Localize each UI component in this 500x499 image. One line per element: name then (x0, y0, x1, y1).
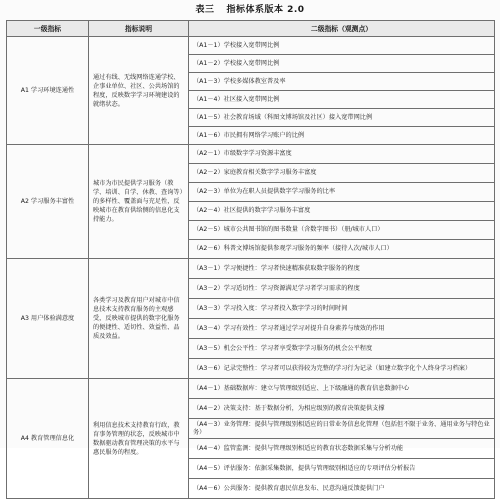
secondary-indicator: （A2－6）科普文博场馆提供参观学习服务的频率（接待人次/城市人口） (189, 240, 495, 259)
secondary-indicator: （A2－3）单位为在职人员提供数字学习服务的比率 (189, 183, 495, 202)
secondary-indicator: （A3－6）记录完整性：学习者可以获得较为完整的学习行为记录（如建立数字化个人终身学习档案） (189, 359, 495, 379)
primary-indicator-a1: A1 学习环境连通性 (7, 37, 89, 145)
header-indicator-description: 指标说明 (89, 21, 189, 37)
secondary-indicator: （A1－2）学校接入宽带网比例 (189, 55, 495, 73)
secondary-indicator: （A4－5）评估服务：依据采集数据，提供与管理级别相适应的专项评估分析报告 (189, 459, 495, 479)
table-row (7, 259, 495, 279)
description-a4: 利用信息技术支持教育行政，教育事务管理的状态，反映城市中数据驱动教育管理决策的水平与惠民服务的程度。 (89, 379, 189, 499)
table-row (7, 37, 495, 55)
primary-indicator-a4: A4 教育管理信息化 (7, 379, 89, 499)
header-primary-indicator: 一级指标 (7, 21, 89, 37)
secondary-indicator: （A2－4）社区提供的数字学习服务丰富度 (189, 202, 495, 221)
primary-indicator-a2: A2 学习服务丰富性 (7, 145, 89, 259)
secondary-indicator: （A4－2）决策支持：基于数据分析，为相应级别的教育决策提供支撑 (189, 399, 495, 419)
secondary-indicator: （A2－1）市级数字学习资源丰富度 (189, 145, 495, 164)
table-row (7, 379, 495, 399)
secondary-indicator: （A1－6）市民拥有网络学习账户的比例 (189, 127, 495, 145)
header-secondary-indicator: 二级指标（观测点） (189, 21, 495, 37)
description-a1: 通过有线、无线网络连通学校、企事业单位、社区、公共场馆的程度，反映数字学习环境建设的就绪状态。 (89, 37, 189, 145)
table-row (7, 145, 495, 164)
description-a2: 城市为市民提供学习服务（教学、培训、自学、休教、查询等）的多样性、覆盖面与充足性，反映城市在教育供给侧的信息化支持能力。 (89, 145, 189, 259)
secondary-indicator: （A4－4）监管监测：提供与管理级别相适应的教育状态数据采集与分析功能 (189, 439, 495, 459)
table-number: 表三 (195, 5, 215, 15)
table-caption (0, 2, 500, 19)
secondary-indicator: （A1－3）学校多媒体教室普及率 (189, 73, 495, 91)
indicator-table (6, 20, 495, 499)
secondary-indicator: （A2－2）家庭教育相关数字学习服务丰富度 (189, 164, 495, 183)
secondary-indicator: （A1－4）社区接入宽带网比例 (189, 91, 495, 109)
secondary-indicator: （A3－5）机会公平性：学习者享受数字学习服务的机会公平程度 (189, 339, 495, 359)
secondary-indicator: （A3－1）学习便捷性：学习者快速精准获取数字服务的程度 (189, 259, 495, 279)
table-title: 指标体系版本 2.0 (226, 5, 305, 15)
description-a3: 各类学习及教育用户对城市中信息技术支持教育服务的主观感受，反映城市提供的数字化服务的便捷性、适切性、效益性、品质及效益。 (89, 259, 189, 379)
primary-indicator-a3: A3 用户体验满意度 (7, 259, 89, 379)
secondary-indicator: （A4－6）公共服务：提供教育惠民信息发布、民意沟通反馈提供门户 (189, 479, 495, 499)
secondary-indicator: （A2－5）城市公共图书馆的图书数量（含数字图书）（册/城市人口） (189, 221, 495, 240)
secondary-indicator: （A3－2）学习适切性：学习资源满足学习者学习需求的程度 (189, 279, 495, 299)
table-header-row (7, 21, 495, 37)
secondary-indicator: （A4－3）业务管理：提供与管理级别相适应的日常业务信息化管理（包括但不限于业务、通用业务与特色业务） (189, 419, 495, 439)
secondary-indicator: （A3－4）学习有效性：学习者通过学习对提升自身素养与绩效的作用 (189, 319, 495, 339)
secondary-indicator: （A4－1）基础数据库：建立与管理级别适应、上下级融通的教育信息数据中心 (189, 379, 495, 399)
secondary-indicator: （A3－3）学习投入度：学习者投入数字学习的时间时间 (189, 299, 495, 319)
secondary-indicator: （A1－5）社会教育场域（科图文博场馆及社区）接入宽带网比例 (189, 109, 495, 127)
secondary-indicator: （A1－1）学校接入宽带网比例 (189, 37, 495, 55)
